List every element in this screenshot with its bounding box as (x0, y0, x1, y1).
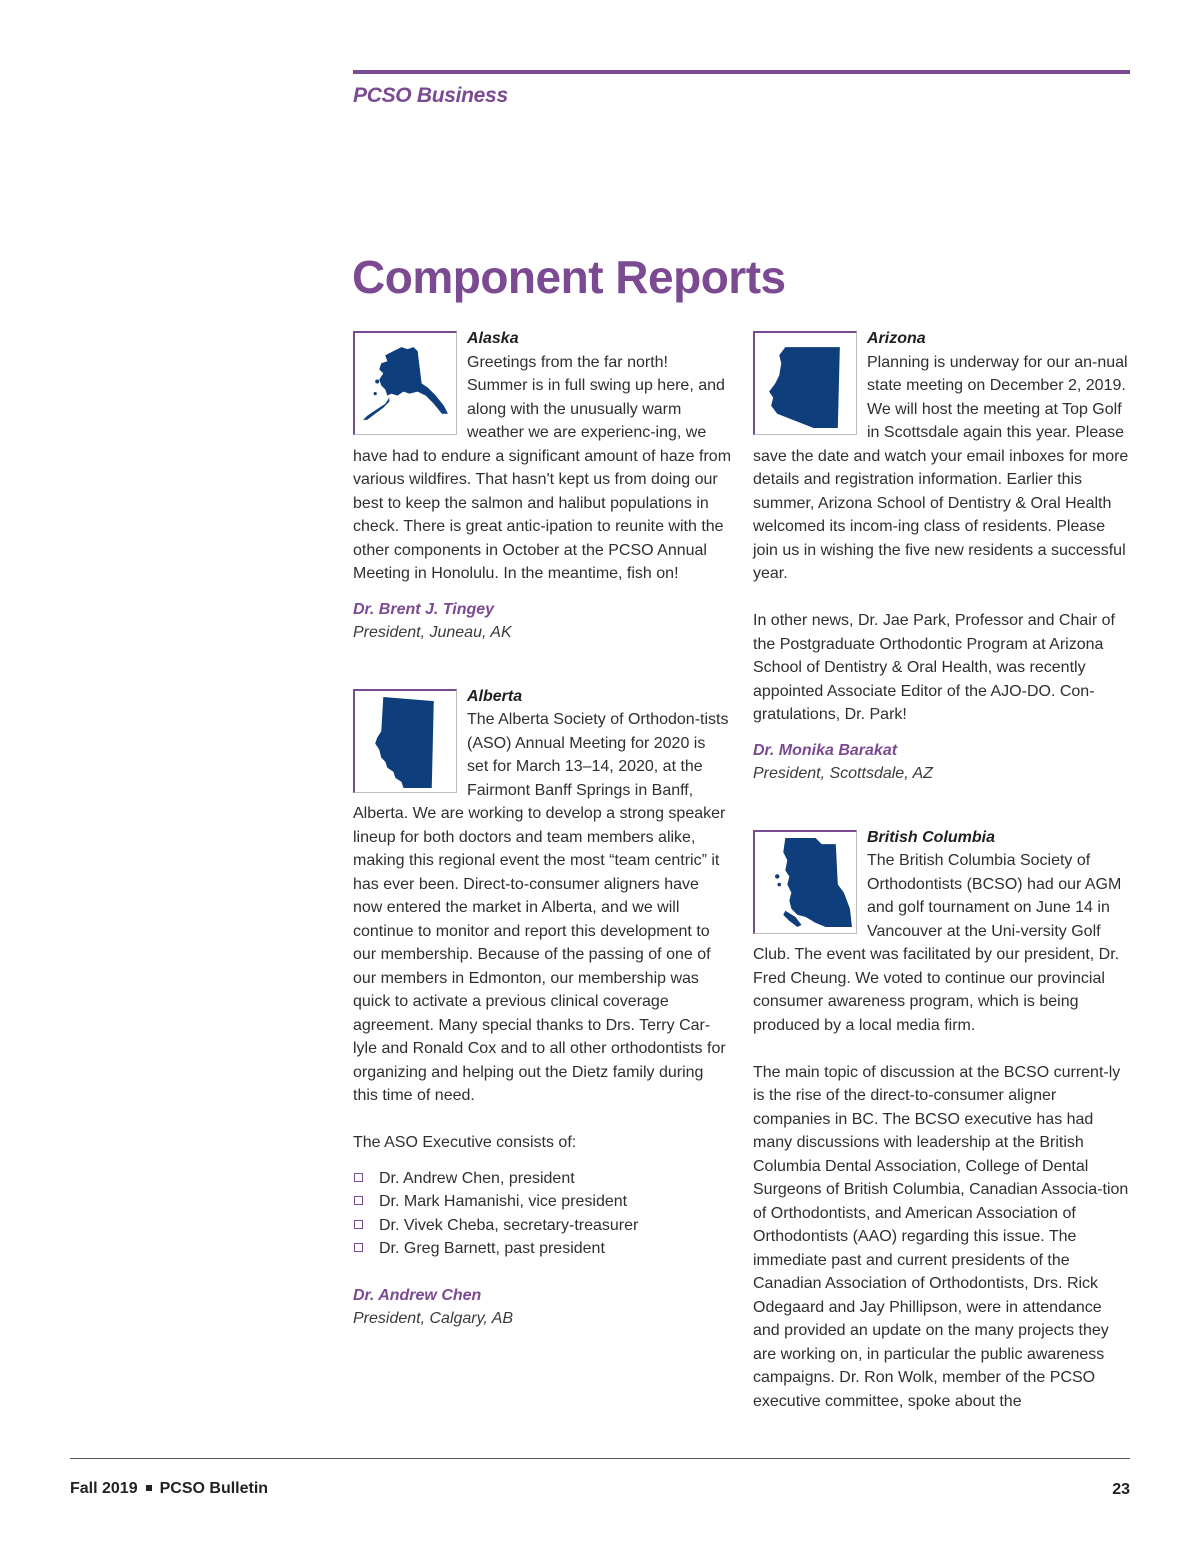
footer-issue (70, 1480, 268, 1498)
issue-date: Fall 2019 (70, 1480, 138, 1497)
publication-name: PCSO Bulletin (159, 1480, 269, 1497)
alaska-map-icon (353, 331, 457, 435)
square-separator-icon (146, 1485, 152, 1491)
signature-role: President, Calgary, AB (353, 1310, 514, 1327)
list-item-text: Dr. Greg Barnett, past president (379, 1240, 605, 1257)
signature-name: Dr. Monika Barakat (753, 741, 898, 759)
right-column (753, 327, 1131, 1413)
square-bullet-icon (354, 1220, 363, 1229)
report-arizona (753, 327, 1131, 786)
page-title: Component Reports (352, 251, 786, 303)
executive-list (353, 1167, 731, 1261)
page-number: 23 (1112, 1481, 1130, 1498)
report-paragraph: Planning is underway for our an-nual state meeting on December 2, 2019. We will host the meeting at Top Golf in Scottsdale again this year. Please save the date and watch your email inboxes for more details and registration information. Earlier this summer, Arizona School of Dentistry & Oral Health welcomed its incom-ing class of residents. Please join us in wishing the five new residents a successful year. (753, 353, 1129, 582)
header-rule (353, 70, 1130, 74)
signature-name: Dr. Brent J. Tingey (353, 600, 495, 618)
british-columbia-map-icon (753, 830, 857, 934)
report-heading: Arizona (867, 330, 926, 347)
report-alaska (353, 327, 731, 645)
signature-role: President, Juneau, AK (353, 624, 512, 641)
report-alberta (353, 685, 731, 1331)
alberta-map-icon (353, 689, 457, 793)
list-item (353, 1190, 731, 1214)
report-paragraph: The British Columbia Society of Orthodontists (BCSO) had our AGM and golf tournament on June 14 in Vancouver at the Uni-versity Golf Club. The event was facilitated by our president, Dr. Fred Cheung. We voted to continue our provincial consumer awareness program, which is being produced by a local media firm. (753, 852, 1122, 1034)
report-paragraph: The Alberta Society of Orthodon-tists (ASO) Annual Meeting for 2020 is set for March 13–14, 2020, at the Fairmont Banff Springs in Banff, Alberta. We are working to develop a strong speaker lineup for both doctors and team members alike, making this regional event the most “team centric” it has ever been. Direct-to-consumer aligners have now entered the market in Alberta, and we will continue to monitor and report this development to our membership. Because of the passing of one of our members in Edmonton, our membership was quick to activate a previous clinical coverage agreement. Many special thanks to Drs. Terry Car-lyle and Ronald Cox and to all other orthodontists for organizing and helping out the Dietz family during this time of need. (353, 711, 729, 1104)
report-paragraph: The main topic of discussion at the BCSO current-ly is the rise of the direct-to-consumer aligner companies in BC. The BCSO executive has had many discussions with leadership at the British Columbia Dental Association, College of Dental Surgeons of British Columbia, Canadian Associa-tion of Orthodontists, and American Association of Orthodontists (AAO) regarding this issue. The immediate past and current presidents of the Canadian Association of Orthodontists, Drs. Rick Odegaard and Jay Phillipson, were in attendance and provided an update on the many projects they are working on, in particular the public awareness campaigns. Dr. Ron Wolk, member of the PCSO executive committee, spoke about the (753, 1063, 1129, 1410)
list-item-text: Dr. Andrew Chen, president (379, 1169, 575, 1187)
square-bullet-icon (354, 1196, 363, 1205)
list-item (353, 1237, 731, 1261)
report-british-columbia (753, 826, 1131, 1414)
signature-name: Dr. Andrew Chen (353, 1286, 482, 1304)
left-column (353, 327, 731, 1331)
square-bullet-icon (354, 1173, 363, 1182)
square-bullet-icon (354, 1243, 363, 1252)
list-item (353, 1214, 731, 1238)
report-heading: Alaska (467, 330, 519, 347)
report-paragraph: The ASO Executive consists of: (353, 1134, 577, 1151)
report-heading: Alberta (467, 687, 523, 705)
list-item-text: Dr. Vivek Cheba, secretary-treasurer (379, 1216, 639, 1234)
report-paragraph: In other news, Dr. Jae Park, Professor and Chair of the Postgraduate Orthodontic Program at Arizona School of Dentistry & Oral Health, was recently appointed Associate Editor of the AJO-DO. Con-gratulations, Dr. Park! (753, 612, 1115, 723)
report-paragraph: Greetings from the far north! Summer is in full swing up here, and along with the unusually warm weather we are experienc-ing, we have had to endure a significant amount of haze from various wildfires. That hasn't kept us from doing our best to keep the salmon and halibut populations in check. There is great antic-ipation to reunite with the other components in October at the PCSO Annual Meeting in Honolulu. In the meantime, fish on! (353, 353, 732, 582)
footer-rule (70, 1458, 1130, 1459)
section-label: PCSO Business (353, 84, 508, 107)
list-item-text: Dr. Mark Hamanishi, vice president (379, 1193, 628, 1210)
report-heading: British Columbia (867, 828, 996, 846)
list-item (353, 1167, 731, 1191)
arizona-map-icon (753, 331, 857, 435)
signature-role: President, Scottsdale, AZ (753, 765, 933, 782)
